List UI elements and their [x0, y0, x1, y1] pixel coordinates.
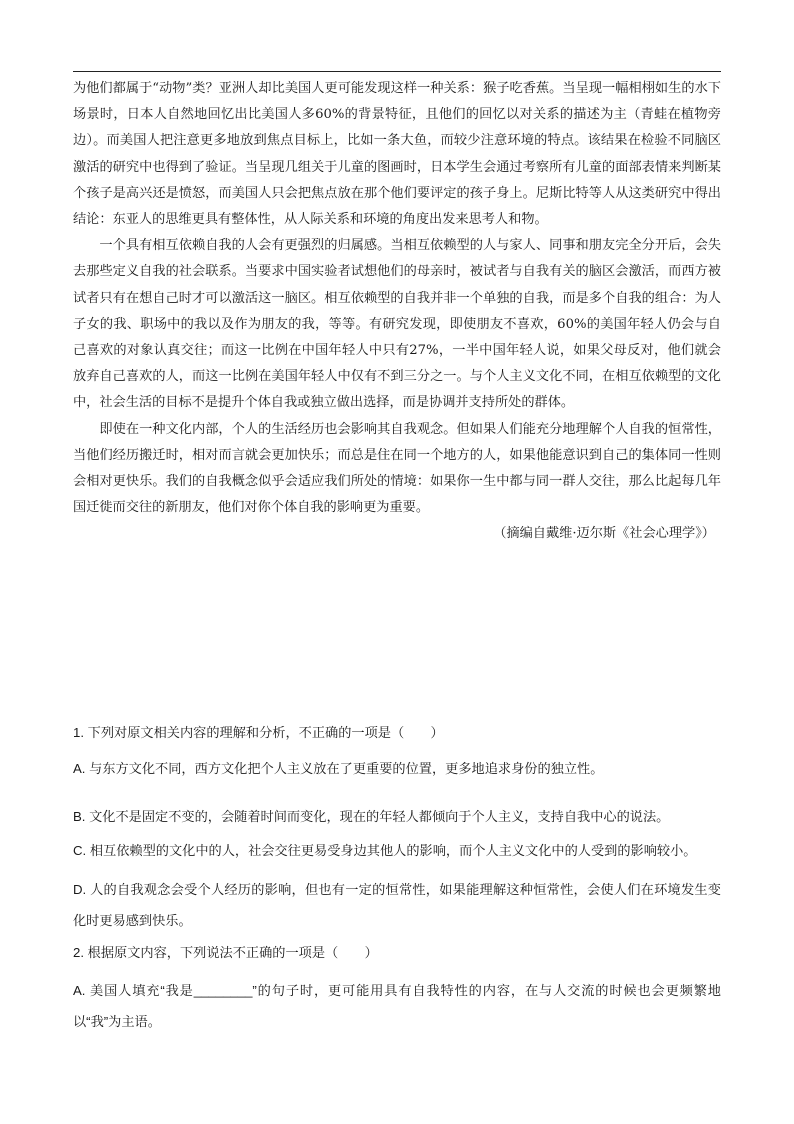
passage-paragraph-1: 为他们都属于“动物”类？亚洲人却比美国人更可能发现这样一种关系：猴子吃香蕉。当呈现一幅相栩如生的水下场景时，日本人自然地回忆出比美国人多60%的背景特征，且他们的回忆以对关系的描述为主（青蛙在植物旁边）。而美国人把注意更多地放到焦点目标上，比如一条大鱼，而较少注意环境的特点。该结果在检验不同脑区激活的研究中也得到了验证。当呈现几组关于儿童的图画时，日本学生会通过考察所有儿童的面部表情来判断某个孩子是高兴还是愤怒，而美国人只会把焦点放在那个他们要评定的孩子身上。尼斯比特等人从这类研究中得出结论：东亚人的思维更具有整体性，从人际关系和环境的角度出发来思考人和物。 [73, 81, 721, 228]
question-1-stem: 1. 下列对原文相关内容的理解和分析，不正确的一项是（ ） [73, 725, 444, 740]
passage-paragraph-3: 即使在一种文化内部，个人的生活经历也会影响其自我观念。但如果人们能充分地理解个人自我的恒常性，当他们经历搬迁时，相对而言就会更加快乐；而总是住在同一个地方的人，如果他能意识到自己的集体同一性则会相对更快乐。我们的自我概念似乎会适应我们所处的情境：如果你一生中都与同一群人交往，那么比起每几年国迁徙而交往的新朋友，他们对你个体自我的影响更为重要。 [73, 421, 721, 516]
question-1-option-d: D. 人的自我观念会受个人经历的影响，但也有一定的恒常性，如果能理解这种恒常性，会使人们在环境发生变化时更易感到快乐。 [73, 882, 721, 928]
question-2-stem: 2. 根据原文内容，下列说法不正确的一项是（ ） [73, 945, 378, 960]
header-rule [73, 71, 721, 72]
question-1-option-c: C. 相互依赖型的文化中的人，社会交往更易受身边其他人的影响，而个人主义文化中的人受到的影响较小。 [73, 843, 697, 858]
question-1-option-b: B. 文化不是固定不变的，会随着时间而变化，现在的年轻人都倾向于个人主义，支持自我中心的说法。 [73, 809, 670, 824]
passage-source: （摘编自戴维·迈尔斯《社会心理学》） [493, 526, 715, 542]
passage-paragraph-2: 一个具有相互依赖自我的人会有更强烈的归属感。当相互依赖型的人与家人、同事和朋友完全分开后，会失去那些定义自我的社会联系。当要求中国实验者试想他们的母亲时，被试者与自我有关的脑区会激活，而西方被试者只有在想自己时才可以激活这一脑区。相互依赖型的自我并非一个单独的自我，而是多个自我的组合：为人子女的我、职场中的我以及作为朋友的我，等等。有研究发现，即使朋友不喜欢，60%的美国年轻人仍会与自己喜欢的对象认真交往；而这一比例在中国年轻人中只有27%，一半中国年轻人说，如果父母反对，他们就会放弃自己喜欢的人，而这一比例在美国年轻人中仅有不到三分之一。与个人主义文化不同，在相互依赖型的文化中，社会生活的目标不是提升个体自我或独立做出选择，而是协调并支持所处的群体。 [73, 238, 721, 411]
question-2-option-a: A. 美国人填充“我是________”的句子时，更可能用具有自我特性的内容，在与人交流的时候也会更频繁地以“我”为主语。 [73, 983, 721, 1029]
question-1-option-a: A. 与东方文化不同，西方文化把个人主义放在了更重要的位置，更多地追求身份的独立性。 [73, 761, 604, 776]
reading-passage [73, 76, 721, 548]
